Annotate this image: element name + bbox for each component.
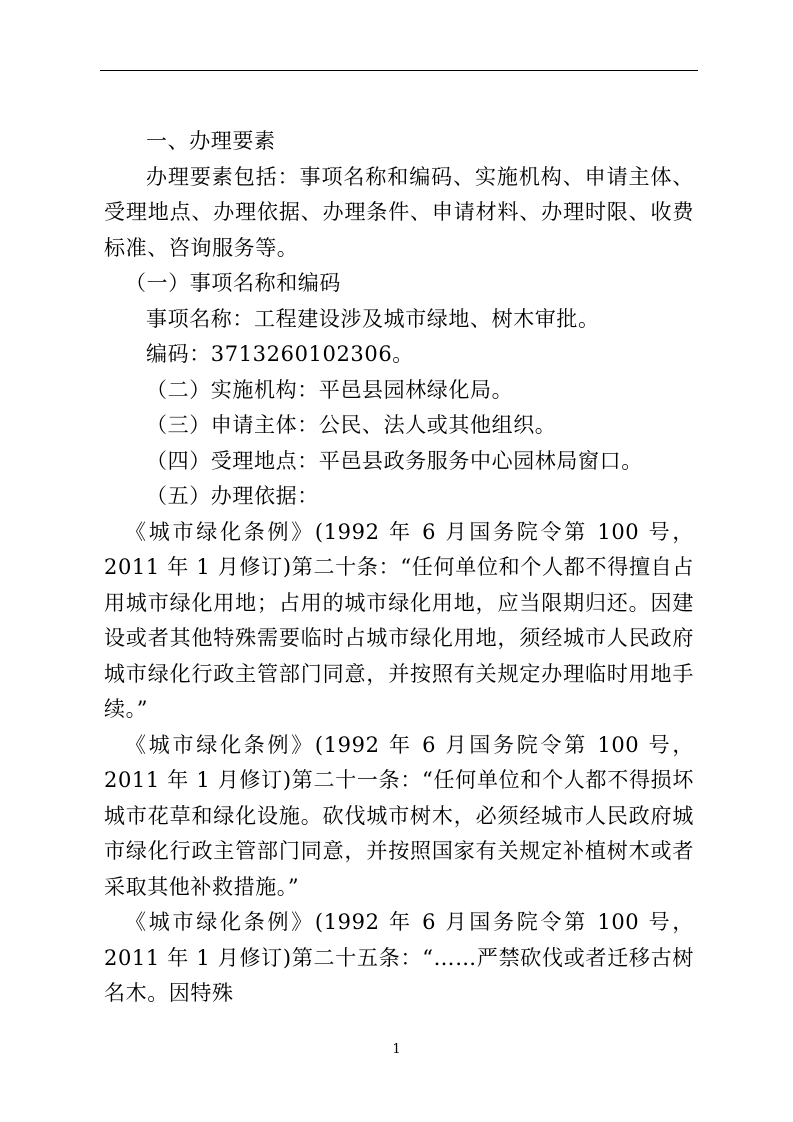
- section-heading: 一、办理要素: [146, 129, 276, 153]
- citation-paragraph: 《城市绿化条例》(1992 年 6 月国务院令第 100 号，2011 年 1 月修订)第二十条：“任何单位和个人都不得擅自占用城市绿化用地；占用的城市绿化用地，应当限期归还。因建设或者其他特殊需要临时占城市绿化用地，须经城市人民政府城市绿化行政主管部门同意，并按照有关规定办理临时用地手续。”: [104, 519, 694, 721]
- item1-code: 编码：3713260102306。: [146, 342, 414, 366]
- item1-heading: （一）事项名称和编码: [125, 271, 341, 295]
- intro-paragraph: 办理要素包括：事项名称和编码、实施机构、申请主体、受理地点、办理依据、办理条件、申请材料、办理时限、收费标准、咨询服务等。: [104, 164, 694, 260]
- item5-heading: （五）办理依据：: [146, 484, 319, 508]
- header-rule: [100, 70, 698, 71]
- document-body: [104, 124, 694, 1012]
- page-number: 1: [392, 1042, 401, 1057]
- citation-paragraph: 《城市绿化条例》(1992 年 6 月国务院令第 100 号，2011 年 1 月修订)第二十一条：“任何单位和个人都不得损坏城市花草和绿化设施。砍伐城市树木，必须经城市人民政府城市绿化行政主管部门同意，并按照国家有关规定补植树木或者采取其他补救措施。”: [104, 732, 694, 899]
- item1-name: 事项名称：工程建设涉及城市绿地、树木审批。: [146, 306, 600, 331]
- item2-agency: （二）实施机构：平邑县园林绿化局。: [146, 377, 514, 402]
- item4-location: （四）受理地点：平邑县政务服务中心园林局窗口。: [146, 448, 643, 473]
- item3-applicant: （三）申请主体：公民、法人或其他组织。: [146, 413, 557, 437]
- citation-paragraph: 《城市绿化条例》(1992 年 6 月国务院令第 100 号，2011 年 1 月修订)第二十五条：“……严禁砍伐或者迁移古树名木。因特殊: [104, 910, 694, 1005]
